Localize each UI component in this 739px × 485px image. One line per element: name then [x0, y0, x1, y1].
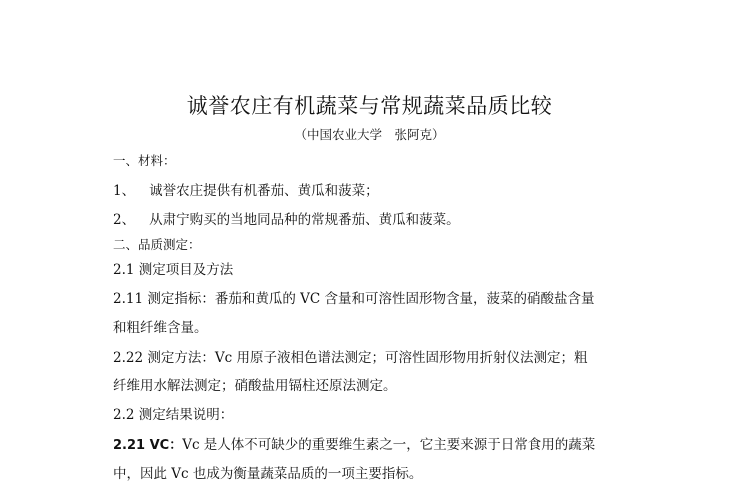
material-item-1-text: 诚誉农庄提供有机番茄、黄瓜和菠菜；	[149, 183, 379, 199]
section-2-11-line-2: 和粗纤维含量。	[113, 320, 208, 336]
material-item-1-number: 1、	[113, 183, 136, 199]
material-item-2-text: 从肃宁购买的当地同品种的常规番茄、黄瓜和菠菜。	[149, 212, 460, 228]
section-2-2-heading: 2.2 测定结果说明：	[113, 407, 234, 423]
section-2-22-line-2: 纤维用水解法测定；硝酸盐用镉柱还原法测定。	[113, 378, 397, 394]
material-item-2-number: 2、	[113, 212, 136, 228]
section-2-21-line-2: 中，因此 Vc 也成为衡量蔬菜品质的一项主要指标。	[113, 466, 423, 482]
materials-heading: 一、材料：	[113, 153, 176, 168]
section-2-21-text: Vc 是人体不可缺少的重要维生素之一，它主要来源于日常食用的蔬菜	[182, 437, 596, 453]
document-title: 诚誉农庄有机蔬菜与常规蔬菜品质比较	[186, 94, 553, 118]
material-item-1	[113, 181, 633, 201]
section-2-21-label: 2.21 VC：	[113, 438, 183, 453]
section-2-1-heading: 2.1 测定项目及方法	[113, 262, 234, 278]
section-2-21-line-1	[113, 435, 633, 456]
section-2-22-line-1: 2.22 测定方法：Vc 用原子液相色谱法测定；可溶性固形物用折射仪法测定；粗	[113, 350, 588, 366]
material-item-2	[113, 210, 633, 230]
document-subtitle: （中国农业大学 张阿克）	[294, 127, 445, 142]
section-2-11-line-1: 2.11 测定指标：番茄和黄瓜的 VC 含量和可溶性固形物含量，菠菜的硝酸盐含量	[113, 291, 595, 307]
quality-heading: 二、品质测定：	[113, 237, 201, 252]
